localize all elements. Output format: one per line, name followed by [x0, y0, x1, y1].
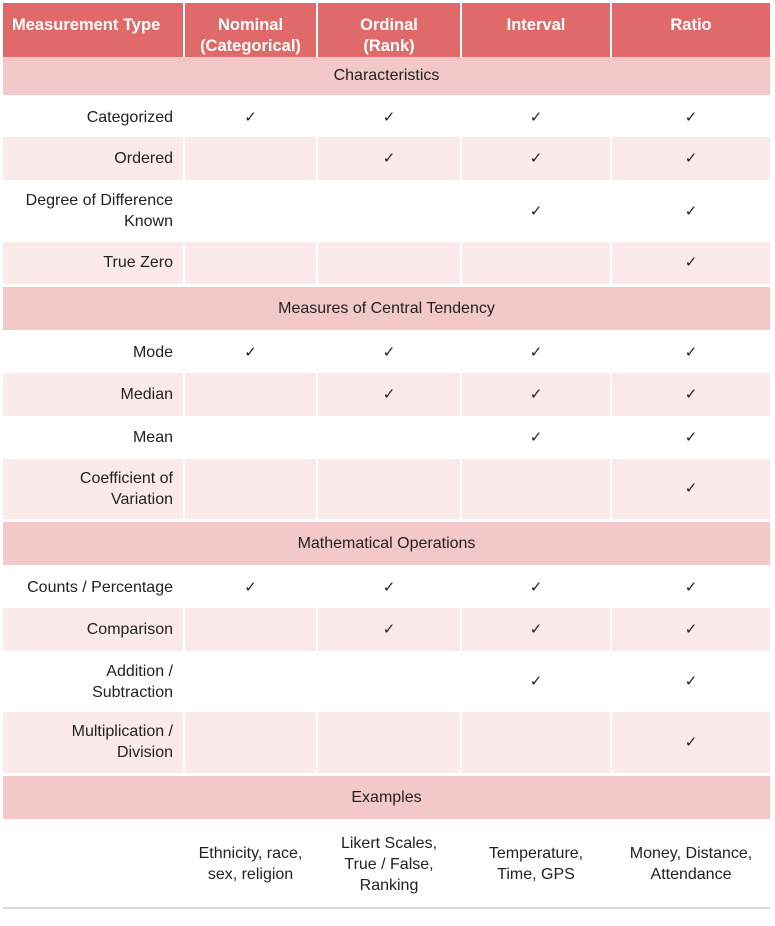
row-label: Comparison [3, 608, 184, 651]
header-ordinal: Ordinal (Rank) [317, 3, 461, 57]
check-icon: ✓ [611, 651, 770, 712]
row-label: True Zero [3, 242, 184, 285]
check-icon [317, 180, 461, 242]
table-row [3, 459, 770, 520]
section-title: Mathematical Operations [3, 520, 770, 566]
check-icon [184, 373, 317, 416]
check-icon: ✓ [317, 137, 461, 180]
check-icon: ✓ [611, 416, 770, 459]
check-icon: ✓ [611, 96, 770, 137]
check-icon [184, 459, 317, 520]
check-icon: ✓ [461, 651, 611, 712]
section-math-operations [3, 520, 770, 566]
table-row [3, 608, 770, 651]
row-label: Degree of Difference Known [3, 180, 184, 242]
check-icon: ✓ [611, 459, 770, 520]
table-row [3, 651, 770, 712]
check-icon [184, 137, 317, 180]
section-central-tendency [3, 285, 770, 331]
check-icon: ✓ [611, 712, 770, 774]
example-interval: Temperature, Time, GPS [461, 820, 611, 908]
check-icon [317, 459, 461, 520]
row-label: Mean [3, 416, 184, 459]
check-icon: ✓ [611, 373, 770, 416]
check-icon [317, 242, 461, 285]
example-ratio: Money, Distance, Attendance [611, 820, 770, 908]
row-label: Median [3, 373, 184, 416]
check-icon [184, 180, 317, 242]
check-icon: ✓ [611, 180, 770, 242]
check-icon [317, 416, 461, 459]
check-icon [184, 608, 317, 651]
check-icon [184, 712, 317, 774]
check-icon: ✓ [184, 566, 317, 608]
section-title: Examples [3, 774, 770, 820]
header-ratio: Ratio [611, 3, 770, 57]
header-interval: Interval [461, 3, 611, 57]
section-title: Characteristics [3, 57, 770, 96]
check-icon [184, 242, 317, 285]
row-label: Mode [3, 331, 184, 373]
check-icon: ✓ [317, 608, 461, 651]
check-icon: ✓ [461, 96, 611, 137]
row-label: Addition / Subtraction [3, 651, 184, 712]
check-icon: ✓ [461, 180, 611, 242]
check-icon: ✓ [611, 608, 770, 651]
header-measurement-type: Measurement Type [3, 3, 184, 57]
examples-empty-cell [3, 820, 184, 908]
check-icon: ✓ [461, 566, 611, 608]
check-icon [184, 651, 317, 712]
check-icon [461, 712, 611, 774]
check-icon: ✓ [461, 608, 611, 651]
row-label: Categorized [3, 96, 184, 137]
table-row [3, 373, 770, 416]
check-icon: ✓ [611, 242, 770, 285]
example-ordinal: Likert Scales, True / False, Ranking [317, 820, 461, 908]
check-icon: ✓ [317, 566, 461, 608]
table-row [3, 242, 770, 285]
check-icon [461, 459, 611, 520]
table-row [3, 180, 770, 242]
row-label: Coefficient of Variation [3, 459, 184, 520]
check-icon [317, 712, 461, 774]
table-row [3, 566, 770, 608]
examples-row [3, 820, 770, 908]
table-row [3, 137, 770, 180]
check-icon: ✓ [611, 566, 770, 608]
check-icon: ✓ [461, 331, 611, 373]
check-icon: ✓ [461, 416, 611, 459]
table-row [3, 331, 770, 373]
check-icon [461, 242, 611, 285]
check-icon: ✓ [611, 137, 770, 180]
check-icon: ✓ [611, 331, 770, 373]
row-label: Counts / Percentage [3, 566, 184, 608]
check-icon: ✓ [317, 96, 461, 137]
table-row [3, 712, 770, 774]
check-icon [317, 651, 461, 712]
header-row [3, 3, 770, 57]
section-examples [3, 774, 770, 820]
measurement-scales-table [3, 3, 770, 909]
check-icon: ✓ [461, 373, 611, 416]
table-row [3, 96, 770, 137]
check-icon: ✓ [461, 137, 611, 180]
check-icon: ✓ [184, 96, 317, 137]
check-icon: ✓ [317, 331, 461, 373]
table-row [3, 416, 770, 459]
row-label: Ordered [3, 137, 184, 180]
section-title: Measures of Central Tendency [3, 285, 770, 331]
check-icon [184, 416, 317, 459]
example-nominal: Ethnicity, race, sex, religion [184, 820, 317, 908]
header-nominal: Nominal (Categorical) [184, 3, 317, 57]
row-label: Multiplication / Division [3, 712, 184, 774]
section-characteristics [3, 57, 770, 96]
check-icon: ✓ [184, 331, 317, 373]
check-icon: ✓ [317, 373, 461, 416]
